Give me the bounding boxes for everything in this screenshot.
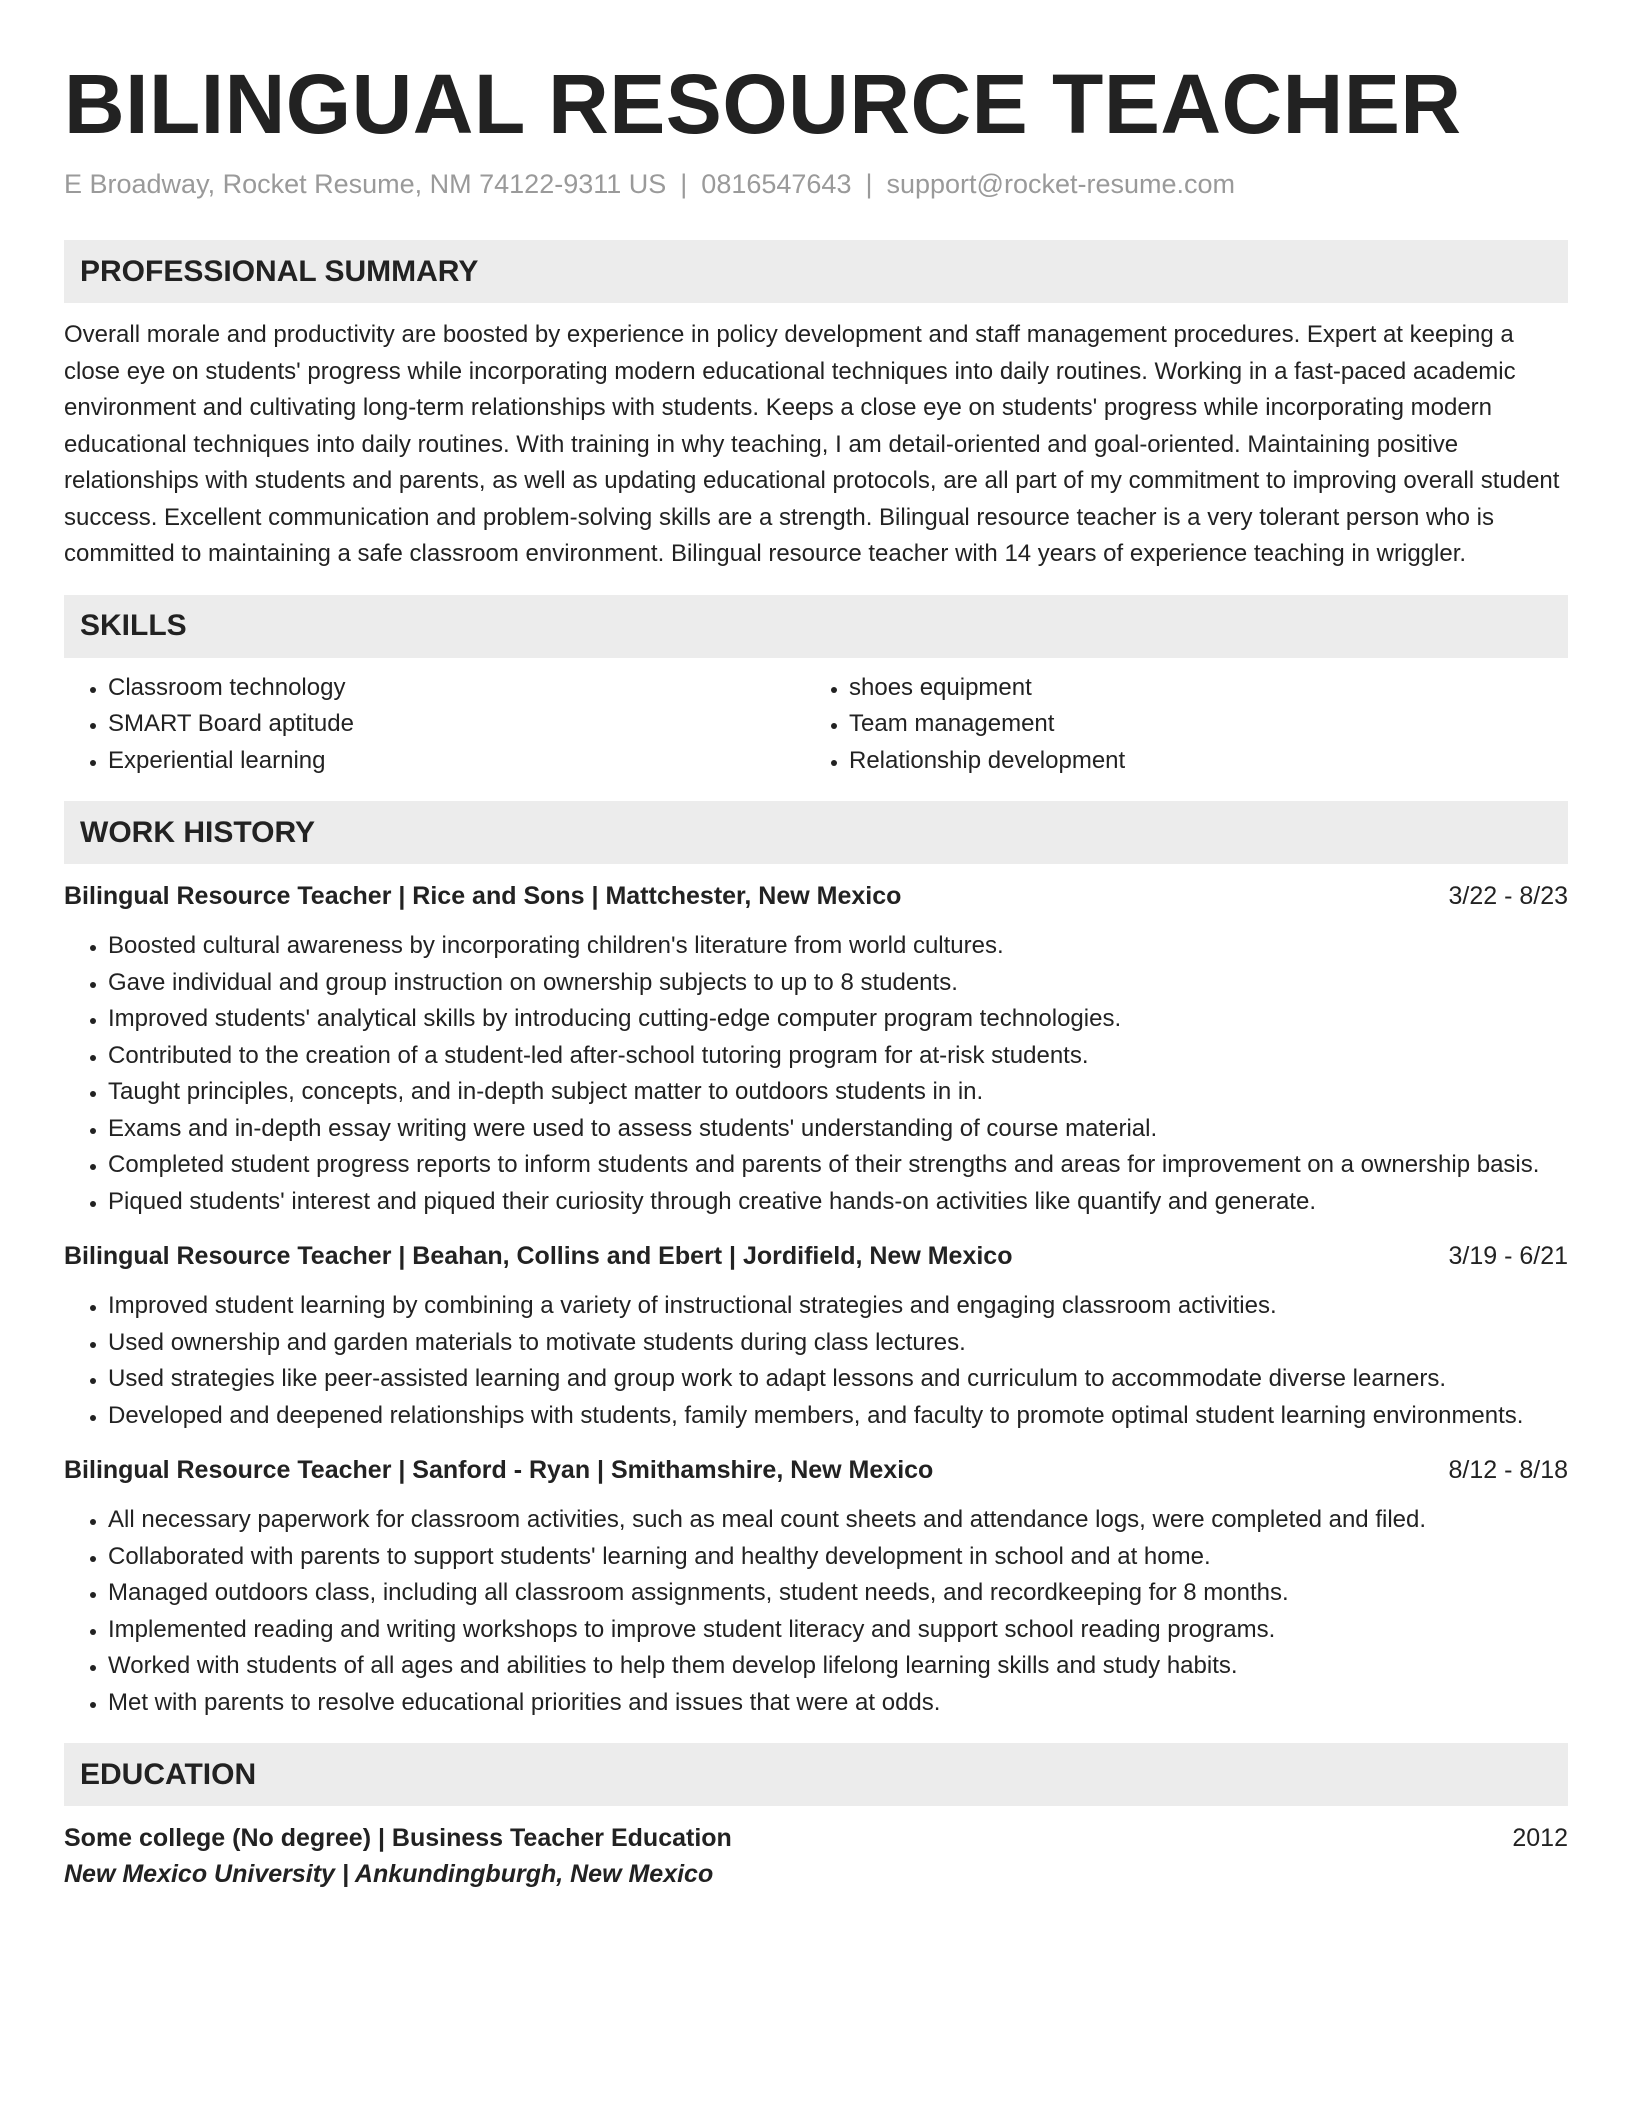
job-bullets (64, 1502, 1568, 1721)
skills-heading: SKILLS (64, 595, 1568, 658)
skill-item: • SMART Board aptitude (108, 706, 805, 743)
skill-item: • Experiential learning (108, 743, 805, 780)
job-bullet: • Met with parents to resolve educational priorities and issues that were at odds. (108, 1685, 1568, 1722)
skills-list (64, 670, 1568, 780)
contact-address: E Broadway, Rocket Resume, NM 74122-9311 US (64, 169, 667, 199)
job-bullet: • Used strategies like peer-assisted learning and group work to adapt lessons and curriculum to accommodate diverse learners. (108, 1361, 1568, 1398)
job-title: Bilingual Resource Teacher | Sanford - Ryan | Smithamshire, New Mexico (64, 1456, 934, 1484)
job-header (64, 1452, 1568, 1488)
education-entry (64, 1820, 1568, 1892)
job-dates: 3/22 - 8/23 (1448, 882, 1568, 910)
contact-email: support@rocket-resume.com (886, 169, 1236, 199)
job-bullet: • All necessary paperwork for classroom activities, such as meal count sheets and attendance logs, were completed and filed. (108, 1502, 1568, 1539)
job-bullet: • Boosted cultural awareness by incorporating children's literature from world cultures. (108, 928, 1568, 965)
job-bullet: • Completed student progress reports to inform students and parents of their strengths and areas for improvement on a ownership basis. (108, 1147, 1568, 1184)
skill-item: • Classroom technology (108, 670, 805, 707)
job-bullets (64, 928, 1568, 1220)
skill-item: • shoes equipment (849, 670, 1568, 707)
job-bullet: • Implemented reading and writing workshops to improve student literacy and support school reading programs. (108, 1612, 1568, 1649)
job-title: Bilingual Resource Teacher | Beahan, Collins and Ebert | Jordifield, New Mexico (64, 1242, 1013, 1270)
job-entry (64, 878, 1568, 1220)
job-bullet: • Managed outdoors class, including all classroom assignments, student needs, and recordkeeping for 8 months. (108, 1575, 1568, 1612)
job-title: Bilingual Resource Teacher | Rice and Sons | Mattchester, New Mexico (64, 882, 902, 910)
job-bullet: • Piqued students' interest and piqued their curiosity through creative hands-on activities like quantify and generate. (108, 1184, 1568, 1221)
candidate-name: BILINGUAL RESOURCE TEACHER (64, 57, 1462, 151)
contact-separator: | (680, 169, 688, 199)
job-bullet: • Exams and in-depth essay writing were used to assess students' understanding of course material. (108, 1111, 1568, 1148)
contact-line (64, 166, 1568, 202)
job-entry (64, 1452, 1568, 1721)
job-bullet: • Contributed to the creation of a student-led after-school tutoring program for at-risk students. (108, 1038, 1568, 1075)
job-dates: 3/19 - 6/21 (1448, 1242, 1568, 1270)
education-header (64, 1820, 1568, 1856)
job-bullet: • Gave individual and group instruction on ownership subjects to up to 8 students. (108, 965, 1568, 1002)
job-bullet: • Collaborated with parents to support students' learning and healthy development in school and at home. (108, 1539, 1568, 1576)
job-bullet: • Used ownership and garden materials to motivate students during class lectures. (108, 1325, 1568, 1362)
job-bullets (64, 1288, 1568, 1434)
summary-text: Overall morale and productivity are boosted by experience in policy development and staff management procedures. Expert at keeping a close eye on students' progress while incorporating modern educational techniques into daily routines. Working in a fast-paced academic environment and cultivating long-term relationships with students. Keeps a close eye on students' progress while incorporating modern educational techniques into daily routines. With training in why teaching, I am detail-oriented and goal-oriented. Maintaining positive relationships with students and parents, as well as updating educational protocols, are all part of my commitment to improving overall student success. Excellent communication and problem-solving skills are a strength. Bilingual resource teacher is a very tolerant person who is committed to maintaining a safe classroom environment. Bilingual resource teacher with 14 years of experience teaching in wriggler. (64, 321, 1560, 567)
contact-separator: | (865, 169, 873, 199)
education-school: New Mexico University | Ankundingburgh, New Mexico (64, 1860, 714, 1888)
summary-heading: PROFESSIONAL SUMMARY (64, 240, 1568, 303)
skills-column-right (805, 670, 1568, 780)
job-header (64, 878, 1568, 914)
job-header (64, 1238, 1568, 1274)
skill-item: • Team management (849, 706, 1568, 743)
education-degree: Some college (No degree) | Business Teacher Education (64, 1824, 732, 1852)
skill-item: • Relationship development (849, 743, 1568, 780)
job-bullet: • Improved student learning by combining a variety of instructional strategies and engaging classroom activities. (108, 1288, 1568, 1325)
job-dates: 8/12 - 8/18 (1448, 1456, 1568, 1484)
job-bullet: • Worked with students of all ages and abilities to help them develop lifelong learning skills and study habits. (108, 1648, 1568, 1685)
skills-column-left (64, 670, 805, 780)
work-history-heading: WORK HISTORY (64, 801, 1568, 864)
education-heading: EDUCATION (64, 1743, 1568, 1806)
contact-phone: 0816547643 (701, 169, 852, 199)
education-year: 2012 (1512, 1824, 1568, 1852)
job-bullet: • Taught principles, concepts, and in-depth subject matter to outdoors students in in. (108, 1074, 1568, 1111)
job-bullet: • Developed and deepened relationships with students, family members, and faculty to promote optimal student learning environments. (108, 1398, 1568, 1435)
job-entry (64, 1238, 1568, 1434)
job-bullet: • Improved students' analytical skills by introducing cutting-edge computer program technologies. (108, 1001, 1568, 1038)
